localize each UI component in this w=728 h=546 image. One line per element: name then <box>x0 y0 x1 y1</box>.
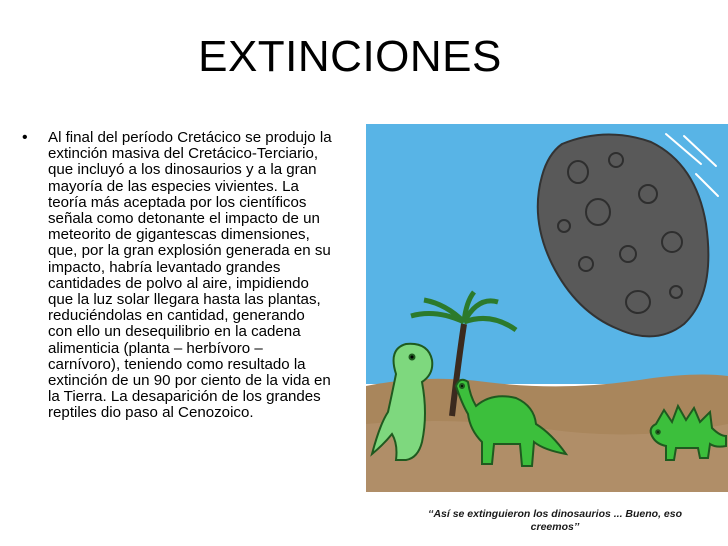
illustration-caption: ‘‘Así se extinguieron los dinosaurios ... Bueno, eso creemos’’ <box>428 508 682 533</box>
illustration-svg <box>366 124 728 492</box>
bullet-marker: • <box>22 129 28 146</box>
bullet-paragraph: Al final del período Cretácico se produjo la extinción masiva del Cretácico-Terciario, que incluyó a los dinosaurios y a la gran mayoría de las especies vivientes. La teoría más aceptada por los científicos señala como detonante el impacto de un meteorito de gigantescas dimensiones, que, por la gran explosión generada en su impacto, habría levantado grandes cantidades de polvo al aire, impidiendo que la luz solar llegara hasta las plantas, reduciéndolas en cantidad, generando con ello un desequilibrio en la cadena alimenticia (planta – herbívoro – carnívoro), teniendo como resultado la extinción de un 90 por ciento de la vida en la Tierra. La desaparición de los grandes reptiles dio paso al Cenozoico. <box>48 129 332 422</box>
slide-title: EXTINCIONES <box>198 32 502 81</box>
bullet-item <box>22 130 332 422</box>
meteor-dinosaur-illustration <box>366 124 728 492</box>
